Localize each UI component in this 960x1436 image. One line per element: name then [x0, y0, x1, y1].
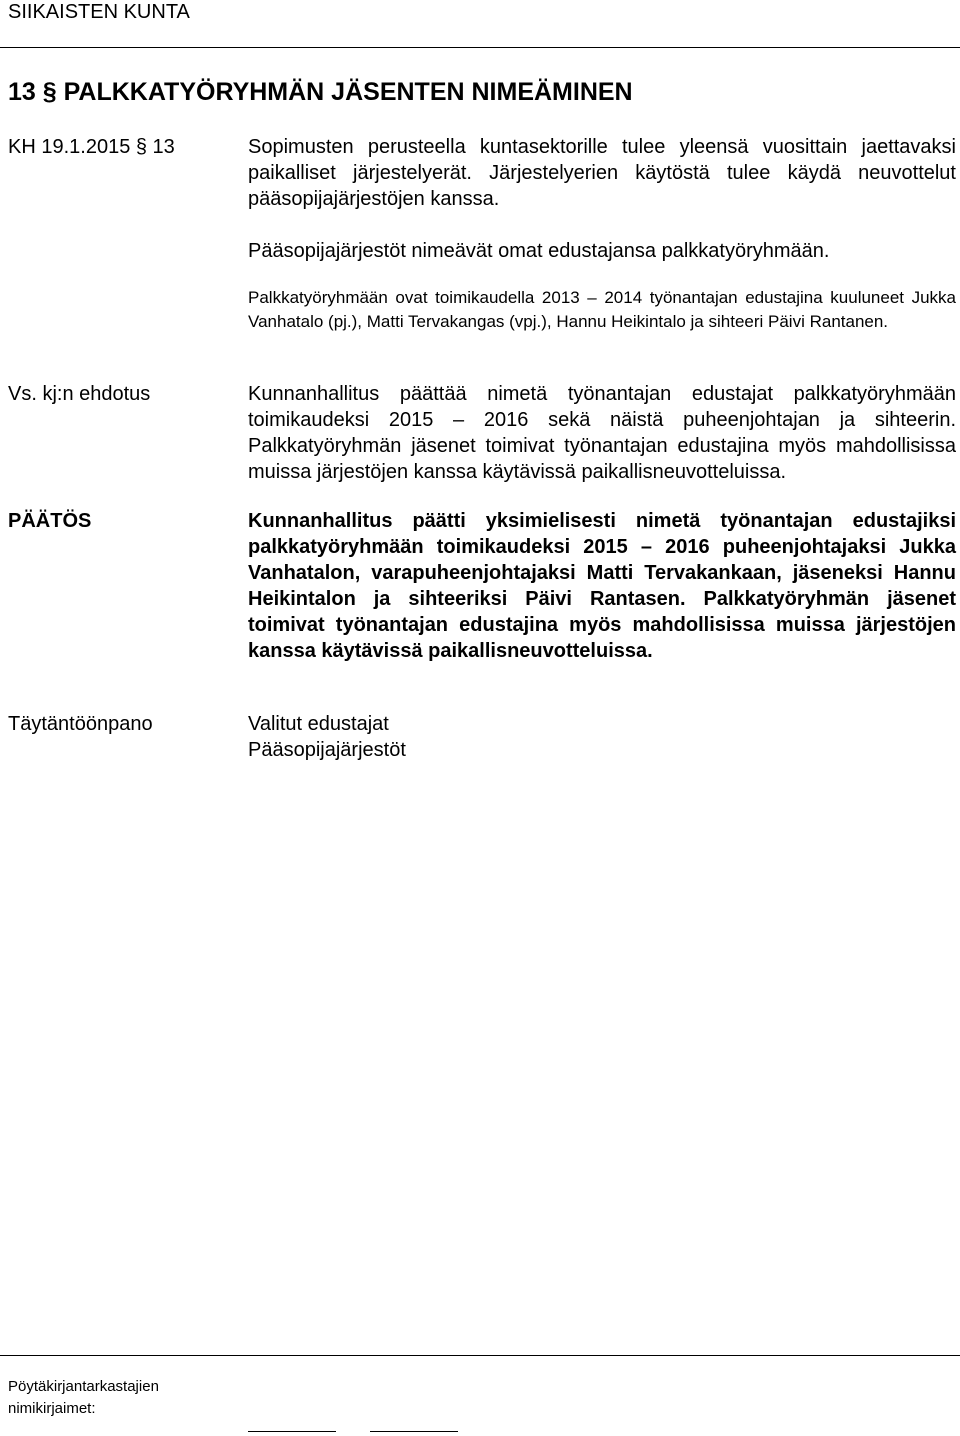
- decision-text: Kunnanhallitus päätti yksimielisesti nimetä työnantajan edustajiksi palkkatyöryhmään toimikaudeksi 2015 – 2016 puheenjohtajaksi Jukka Vanhatalon, varapuheenjohtajaksi Matti Tervakankaan, jäseneksi Hannu Heikintalon ja sihteeriksi Päivi Rantasen. Palkkatyöryhmän jäsenet toimivat työnantajan edustajina myös mahdollisissa muissa järjestöjen kanssa käytävissä paikallisneuvotteluissa.: [248, 510, 956, 662]
- execution-label: Täytäntöönpano: [8, 713, 153, 735]
- footer-line-2: nimikirjaimet:: [8, 1400, 96, 1417]
- header-divider: [0, 47, 960, 48]
- signature-line-1: [248, 1431, 336, 1432]
- execution-recipient-2: Pääsopijajärjestöt: [248, 739, 406, 761]
- proposal-text: Kunnanhallitus päättää nimetä työnantajan edustajat palkkatyöryhmään toimikaudeksi 2015 – 2016 sekä näistä puheenjohtajan ja sihteerin. Palkkatyöryhmän jäsenet toimivat työnantajan edustajina myös mahdollisissa muissa järjestöjen kanssa käytävissä paikallisneuvotteluissa.: [248, 383, 956, 483]
- organization-name: SIIKAISTEN KUNTA: [8, 1, 190, 23]
- proposal-label: Vs. kj:n ehdotus: [8, 383, 151, 405]
- footer-line-1: Pöytäkirjantarkastajien: [8, 1378, 159, 1395]
- section-title: 13 § PALKKATYÖRYHMÄN JÄSENTEN NIMEÄMINEN: [8, 78, 633, 106]
- signature-line-2: [370, 1431, 458, 1432]
- footer-note: [8, 1376, 159, 1420]
- intro-paragraph-3: Palkkatyöryhmään ovat toimikaudella 2013 – 2014 työnantajan edustajina kuuluneet Jukka Vanhatalo (pj.), Matti Tervakangas (vpj.), Hannu Heikintalo ja sihteeri Päivi Rantanen.: [248, 288, 956, 331]
- decision-label: PÄÄTÖS: [8, 510, 92, 532]
- footer-divider: [0, 1355, 960, 1356]
- meeting-reference: KH 19.1.2015 § 13: [8, 136, 175, 158]
- execution-block: [248, 711, 956, 763]
- execution-recipient-1: Valitut edustajat: [248, 713, 389, 735]
- intro-paragraph-2: Pääsopijajärjestöt nimeävät omat edustajansa palkkatyöryhmään.: [248, 240, 830, 262]
- intro-paragraph-1: Sopimusten perusteella kuntasektorille tulee yleensä vuosittain jaettavaksi paikalliset järjestelyerät. Järjestelyerien käytöstä tulee käydä neuvottelut pääsopijajärjestöjen kanssa.: [248, 136, 956, 210]
- intro-block: [248, 134, 956, 334]
- decision-block: [248, 508, 956, 664]
- proposal-block: [248, 381, 956, 485]
